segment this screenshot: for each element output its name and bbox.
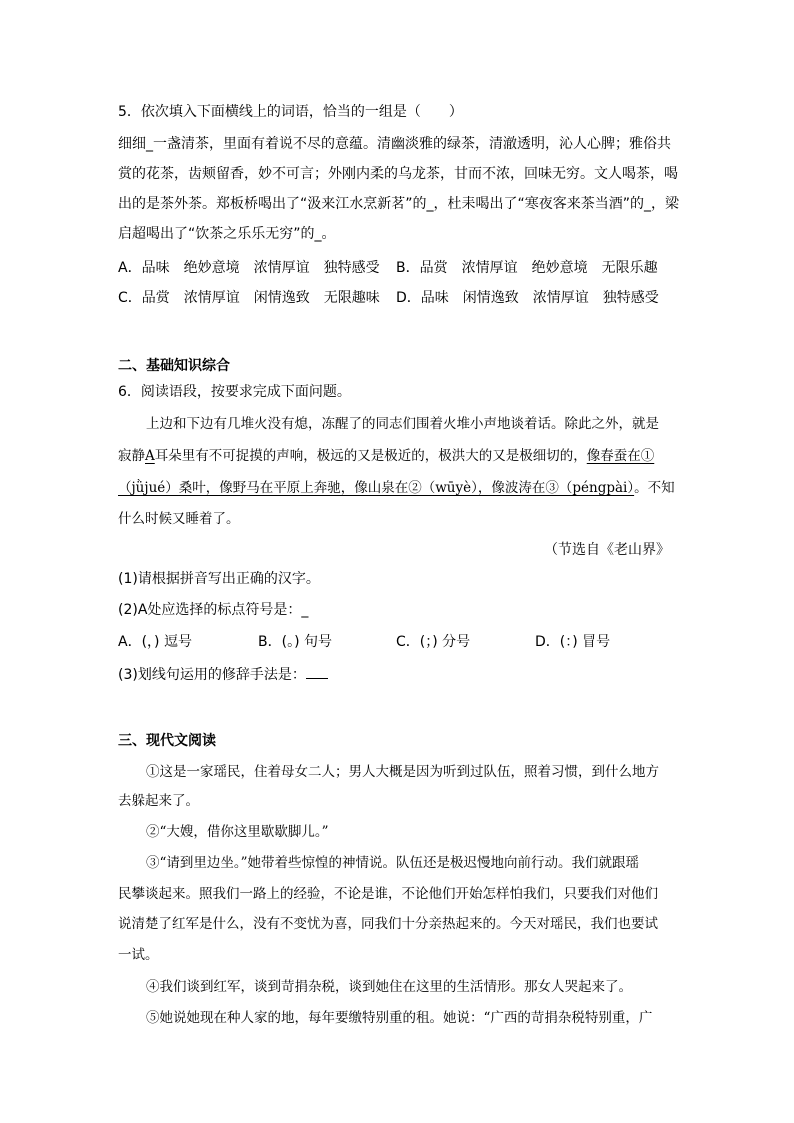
passage-line-3 (118, 478, 675, 498)
q5-option-c: C．品赏 浓情厚谊 闲情逸致 无限趣味 (118, 290, 380, 306)
reading-p3-line-2: 民攀谈起来。照我们一路上的经验，不论是谁，不论他们开始怎样怕我们，只要我们对他们 (118, 886, 658, 902)
reading-p1-line-1: ①这是一家瑶民，住着母女二人；男人大概是因为听到过队伍，照着习惯，到什么地方 (146, 764, 659, 780)
reading-p1-line-2: 去躲起来了。 (118, 793, 199, 809)
passage-text: 。不知 (634, 480, 675, 496)
q6-sub1: (1)请根据拼音写出正确的汉字。 (118, 571, 320, 587)
section-3-title: 三、现代文阅读 (118, 733, 216, 749)
q6-sub2-option-a: A．(，) 逗号 (118, 634, 192, 650)
reading-p2: ②“大嫂，借你这里歇歇脚儿。” (146, 824, 329, 840)
q6-sub3 (118, 664, 328, 685)
q5-option-a: A．品味 绝妙意境 浓情厚谊 独特感受 (118, 260, 380, 276)
q6-sub2-option-b: B．(。) 句号 (258, 634, 332, 650)
q6-sub2-option-c: C．(；) 分号 (396, 634, 471, 650)
reading-p3-line-3: 说清楚了红军是什么，没有不变忧为喜，同我们十分亲热起来的。今天对瑶民，我们也要试 (118, 916, 658, 932)
reading-p3-line-1: ③“请到里边坐。”她带着些惊惶的神情说。队伍还是极迟慢地向前行动。我们就跟瑶 (146, 855, 640, 871)
q6-sub3-text: (3)划线句运用的修辞手法是： (118, 667, 306, 683)
q5-para-line-4: 启超喝出了“饮茶之乐乐无穷”的_。 (118, 226, 336, 242)
section-2-title: 二、基础知识综合 (118, 358, 230, 374)
passage-text: 耳朵里有不可捉摸的声响，极远的又是极近的，极洪大的又是极细切的， (154, 448, 587, 464)
q6-sub2-option-d: D．(：) 冒号 (535, 634, 611, 650)
passage-text: 寂静 (118, 448, 145, 464)
passage-line-1: 上边和下边有几堆火没有熄，冻醒了的同志们围着火堆小声地谈着话。除此之外，就是 (146, 416, 659, 432)
passage-line-4: 什么时候又睡着了。 (118, 511, 240, 527)
passage-line-2 (118, 446, 654, 466)
underlined-sentence: （jǜjué）桑叶，像野马在平原上奔驰，像山泉在②（wūyè），像波涛在③（péngpài） (118, 480, 635, 496)
reading-p5-line-1: ⑤她说她现在种人家的地，每年要缴特别重的租。她说：“广西的苛捐杂税特别重，广 (146, 1010, 653, 1026)
q5-option-d: D．品味 闲情逸致 浓情厚谊 独特感受 (396, 290, 659, 306)
q6-sub2: (2)A处应选择的标点符号是：_ (118, 602, 309, 618)
q5-para-line-3: 出的是茶外茶。郑板桥喝出了“汲来江水烹新茗”的_，杜耒喝出了“寒夜客来茶当酒”的_，梁 (118, 196, 680, 212)
q5-stem: 5．依次填入下面横线上的词语，恰当的一组是（ ） (118, 104, 463, 120)
reading-p4: ④我们谈到红军，谈到苛捐杂税，谈到她住在这里的生活情形。那女人哭起来了。 (146, 979, 632, 995)
underlined-sentence: 像春蚕在① (586, 448, 655, 464)
q5-para-line-2: 赏的花茶，齿颊留香，妙不可言；外刚内柔的乌龙茶，甘而不浓，回味无穷。文人喝茶，喝 (118, 166, 678, 182)
q5-option-b: B．品赏 浓情厚谊 绝妙意境 无限乐趣 (396, 260, 658, 276)
reading-p3-line-4: 一试。 (118, 947, 159, 963)
answer-blank (306, 664, 328, 679)
q6-stem: 6．阅读语段，按要求完成下面问题。 (118, 384, 351, 400)
q5-para-line-1: 细细_一盏清茶，里面有着说不尽的意蕴。清幽淡雅的绿茶，清澈透明，沁人心脾；雅俗共 (118, 136, 671, 152)
passage-source: （节选自《老山界》 (544, 542, 670, 558)
blank-marker-a: A (145, 448, 155, 464)
